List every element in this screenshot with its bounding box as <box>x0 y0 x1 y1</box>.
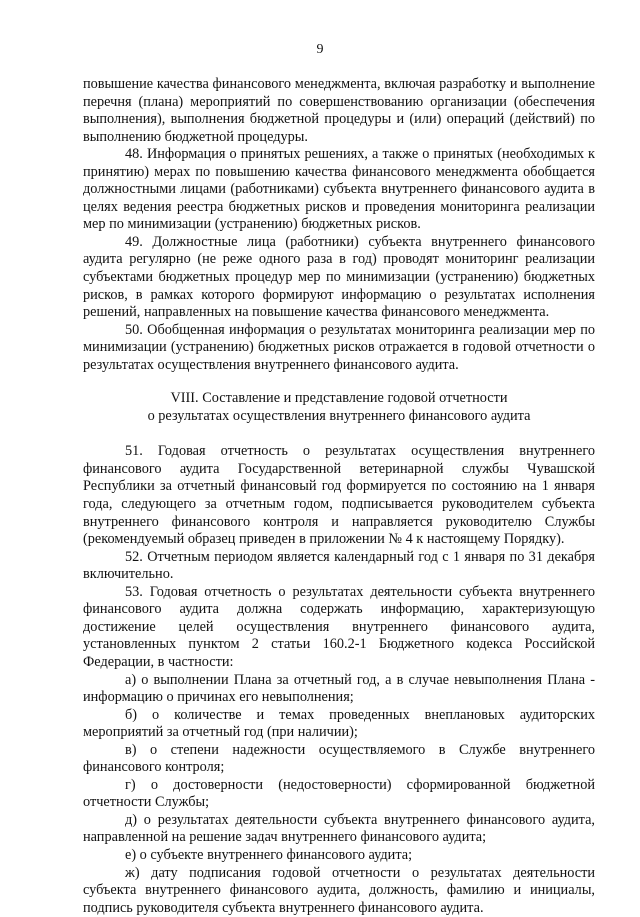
list-item-d: д) о результатах деятельности субъекта внутреннего финансового аудита, направленной на решение задач внутреннего финансового аудита; <box>83 811 595 846</box>
list-item-b: б) о количестве и темах проведенных внеплановых аудиторских мероприятий за отчетный год (при наличии); <box>83 706 595 741</box>
paragraph-49: 49. Должностные лица (работники) субъекта внутреннего финансового аудита регулярно (не реже одного раза в год) проводят мониторинг реализации субъектами бюджетных процедур мер по минимизации (устранению) бюджетных рисков, в рамках которого формируют информацию о результатах исполнения решений, направленных на повышение качества финансового менеджмента. <box>83 233 595 321</box>
list-item-g: г) о достоверности (недостоверности) сформированной бюджетной отчетности Службы; <box>83 776 595 811</box>
paragraph-51: 51. Годовая отчетность о результатах осуществления внутреннего финансового аудита Государственной ветеринарной службы Чувашской Республики за отчетный финансовый год формируется по состоянию на 1 января года, следующего за отчетным годом, подписывается руководителем субъекта внутреннего финансового контроля и направляется руководителю Службы (рекомендуемый образец приведен в приложении № 4 к настоящему Порядку). <box>83 443 595 548</box>
list-item-v: в) о степени надежности осуществляемого в Службе внутреннего финансового контроля; <box>83 741 595 776</box>
section-heading-line-2: о результатах осуществления внутреннего финансового аудита <box>147 407 531 424</box>
section-heading-line-1: VIII. Составление и представление годовой отчетности <box>170 390 508 407</box>
paragraph-50: 50. Обобщенная информация о результатах мониторинга реализации мер по минимизации (устранению) бюджетных рисков отражается в годовой отчетности о результатах осуществления внутреннего финансового аудита. <box>83 321 595 373</box>
paragraph-48: 48. Информация о принятых решениях, а также о принятых (необходимых к принятию) мерах по повышению качества финансового менеджмента обобщается должностными лицами (работниками) субъекта внутреннего финансового аудита в целях ведения реестра бюджетных рисков и проведения мониторинга реализации мер по минимизации (устранению) бюджетных рисков. <box>83 146 595 233</box>
section-heading <box>83 390 595 425</box>
paragraph-52: 52. Отчетным периодом является календарный год с 1 января по 31 декабря включительно. <box>83 548 595 583</box>
list-item-zh: ж) дату подписания годовой отчетности о результатах деятельности субъекта внутреннего финансового аудита, должность, фамилию и инициалы, подпись руководителя субъекта внутреннего финансового аудита. <box>83 864 595 916</box>
list-item-e: е) о субъекте внутреннего финансового аудита; <box>125 846 413 863</box>
paragraph-53: 53. Годовая отчетность о результатах деятельности субъекта внутреннего финансового аудита должна содержать информацию, характеризующую достижение целей осуществления внутреннего финансового аудита, установленных пунктом 2 статьи 160.2-1 Бюджетного кодекса Российской Федерации, в частности: <box>83 583 595 670</box>
document-body <box>83 76 595 917</box>
list-item-a: а) о выполнении Плана за отчетный год, а в случае невыполнения Плана - информацию о причинах его невыполнения; <box>83 671 595 706</box>
page-number: 9 <box>316 42 324 57</box>
paragraph-continued: повышение качества финансового менеджмента, включая разработку и выполнение перечня (плана) мероприятий по совершенствованию организации (обеспечения выполнения), выполнения бюджетной процедуры и (или) операций (действий) по выполнению бюджетной процедуры. <box>83 76 595 145</box>
